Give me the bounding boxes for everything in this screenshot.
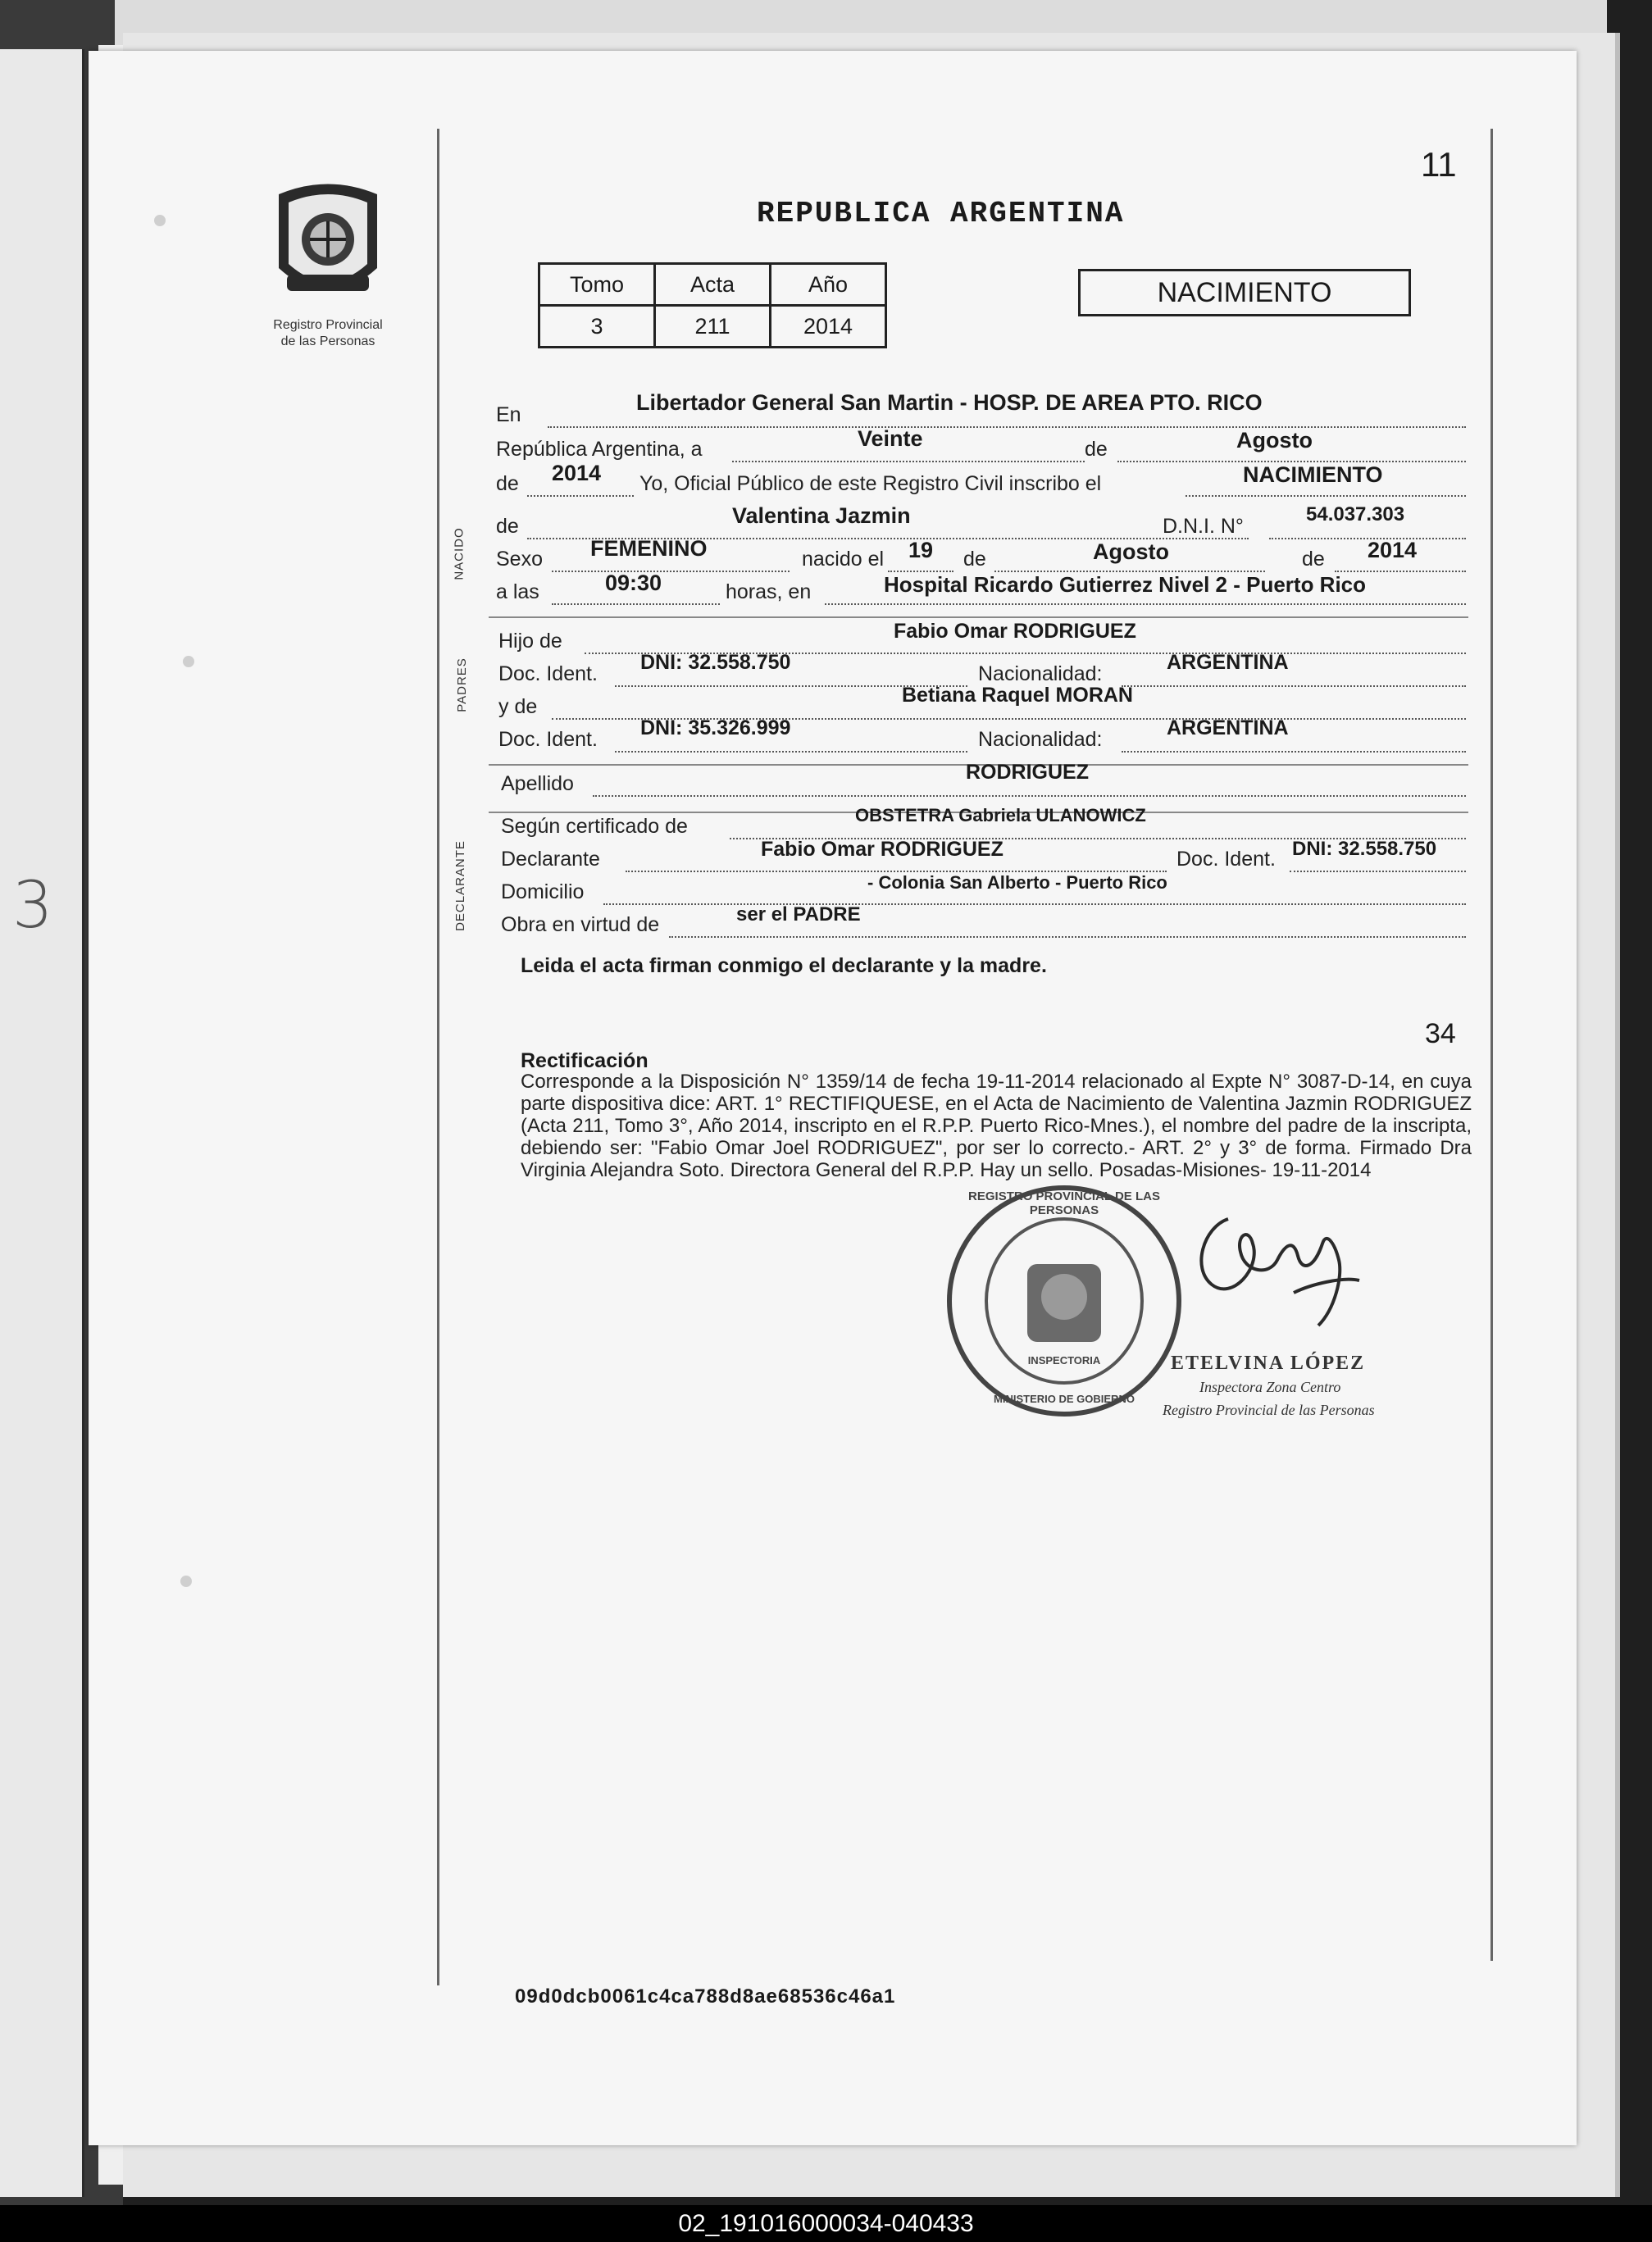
apellido-value: RODRIGUEZ [966,761,1089,784]
punch-hole [183,656,194,667]
apellido-dotted-line [593,794,1466,797]
sexo-value: FEMENINO [590,536,708,561]
signature-name: ETELVINA LÓPEZ [1171,1353,1366,1374]
registry-value-tomo: 3 [539,306,655,348]
rectificacion-text: Corresponde a la Disposición N° 1359/14 de fecha 19-11-2014 relacionado al Expte N° 3087-D-14, en cuya parte dispositiva dice: ART. 1° RECTIFIQUESE, en el Acta de Nacimiento de Valentina Jazmin RODRIGUEZ (Acta 211, Tomo 3°, Año 2014, inscripto en el R.P.P. Puerto Rico-Mnes.), el nombre del padre de la inscripta, debiendo ser: "Fabio Omar Joel RODRIGUEZ", por ser lo correcto.- ART. 2° y 3° de forma. Firmado Dra Virginia Alejandra Soto. Directora General del R.P.P. Hay un sello. Posadas-Misiones- 19-11-2014 [521,1071,1472,1181]
side-label-padres: PADRES [454,657,469,712]
background-sheet-edge [0,49,84,2197]
oficial-text: Yo, Oficial Público de este Registro Civil inscribo el [639,472,1102,495]
registry-header-anio: Año [771,264,886,306]
document-hash: 09d0dcb0061c4ca788d8ae68536c46a1 [515,1985,896,2008]
inscribe-dotted-line [1186,493,1466,497]
dni-value: 54.037.303 [1306,503,1405,525]
en-label: En [496,403,521,426]
dni-label: D.N.I. N° [1163,515,1244,538]
madre-doc-value: DNI: 35.326.999 [640,716,791,739]
nac-mes-value: Agosto [1093,539,1169,564]
nac-anio-value: 2014 [1368,538,1418,562]
registry-header-row [539,264,886,306]
padre-doc-value: DNI: 32.558.750 [640,651,791,674]
madre-value: Betiana Raquel MORAN [902,684,1133,707]
hijo-label: Hijo de [498,630,562,653]
side-label-nacido: NACIDO [452,527,466,580]
obra-value: ser el PADRE [736,903,861,925]
registry-table [538,262,887,348]
nac-dia-value: 19 [908,538,934,562]
anio-label: de [496,472,519,495]
republica-label: República Argentina, a [496,438,703,461]
en-dotted-line [548,425,1466,428]
nacido-label: nacido el [802,548,885,571]
declarante-doc-dotted-line [1290,869,1466,872]
sexo-label: Sexo [496,548,543,571]
signature-org: Registro Provincial de las Personas [1163,1402,1375,1418]
sexo-dotted-line [552,569,790,572]
dia-value: Veinte [858,426,923,451]
horas-label: horas, en [726,580,812,603]
footer-label: 02_191016000034-040433 [678,2210,974,2237]
domicilio-dotted-line [603,902,1466,905]
registry-value-acta: 211 [655,306,771,348]
padre-nac-value: ARGENTINA [1167,651,1289,674]
doc2-label: Doc. Ident. [498,728,598,751]
punch-hole [180,1576,192,1587]
province-seal-icon [271,178,385,313]
rectificacion-number: 34 [1425,1018,1456,1049]
registry-value-row [539,306,886,348]
en-value: Libertador General San Martin - HOSP. DE AREA PTO. RICO [636,390,1263,415]
left-border-line [437,129,439,1985]
lugar-dotted-line [825,602,1466,605]
hora-dotted-line [552,602,720,605]
mes-value: Agosto [1236,428,1313,452]
yde-label: y de [498,695,538,718]
anio-value: 2014 [552,461,602,485]
declarante-label: Declarante [501,848,600,871]
punch-hole [154,215,166,226]
certificado-value: OBSTETRA Gabriela ULANOWICZ [855,805,1146,825]
nombre-value: Valentina Jazmin [732,503,911,528]
obra-dotted-line [669,935,1466,938]
nac-label: Nacionalidad: [978,662,1103,685]
logo-caption-line-2: de las Personas [280,334,375,348]
doc3-label: Doc. Ident. [1176,848,1276,871]
stamp-inner-text: INSPECTORIA [1027,1354,1101,1367]
anio-dotted-line [527,493,634,497]
de3-label: de [963,548,986,571]
nac2-label: Nacionalidad: [978,728,1103,751]
record-type-box: NACIMIENTO [1078,269,1411,316]
province-logo [271,178,385,350]
apellido-label: Apellido [501,772,574,795]
de2-label: de [496,515,519,538]
signature-icon [1171,1194,1384,1342]
separator-nacido-padres [489,616,1468,618]
madre-doc-dotted-line [615,749,967,753]
registry-header-acta: Acta [655,264,771,306]
closing-text: Leida el acta firman conmigo el declarante y la madre. [521,954,1047,977]
page-number: 11 [1421,145,1457,184]
domicilio-label: Domicilio [501,880,585,903]
doc-label: Doc. Ident. [498,662,598,685]
registry-value-anio: 2014 [771,306,886,348]
signature-role: Inspectora Zona Centro [1199,1379,1341,1395]
side-label-declarante: DECLARANTE [453,840,467,931]
de4-label: de [1302,548,1325,571]
document-page [89,51,1577,2145]
logo-caption-line-1: Registro Provincial [273,318,383,332]
alas-label: a las [496,580,539,603]
right-border-line [1490,129,1493,1961]
page-title: REPUBLICA ARGENTINA [757,197,1125,230]
de-label: de [1085,438,1108,461]
inscribe-value: NACIMIENTO [1243,462,1383,487]
padre-value: Fabio Omar RODRIGUEZ [894,620,1136,643]
madre-nac-dotted-line [1122,749,1466,753]
madre-nac-value: ARGENTINA [1167,716,1289,739]
stamp-ring-text: REGISTRO PROVINCIAL DE LAS PERSONAS [968,1189,1160,1217]
rectificacion-title: Rectificación [521,1049,649,1072]
hora-value: 09:30 [605,571,662,595]
obra-label: Obra en virtud de [501,913,660,936]
declarante-value: Fabio Omar RODRIGUEZ [761,838,1003,861]
declarante-doc-value: DNI: 32.558.750 [1292,838,1437,860]
stamp-bottom-text: MINISTERIO DE GOBIERNO [994,1393,1135,1405]
margin-note: 3 [12,869,53,943]
official-stamp [941,1178,1187,1424]
lugar-value: Hospital Ricardo Gutierrez Nivel 2 - Puerto Rico [884,572,1367,597]
padre-nac-dotted-line [1122,684,1466,687]
dia-dotted-line [732,459,1085,462]
domicilio-value: - Colonia San Alberto - Puerto Rico [867,872,1167,893]
registry-header-tomo: Tomo [539,264,655,306]
certificado-label: Según certificado de [501,815,688,838]
